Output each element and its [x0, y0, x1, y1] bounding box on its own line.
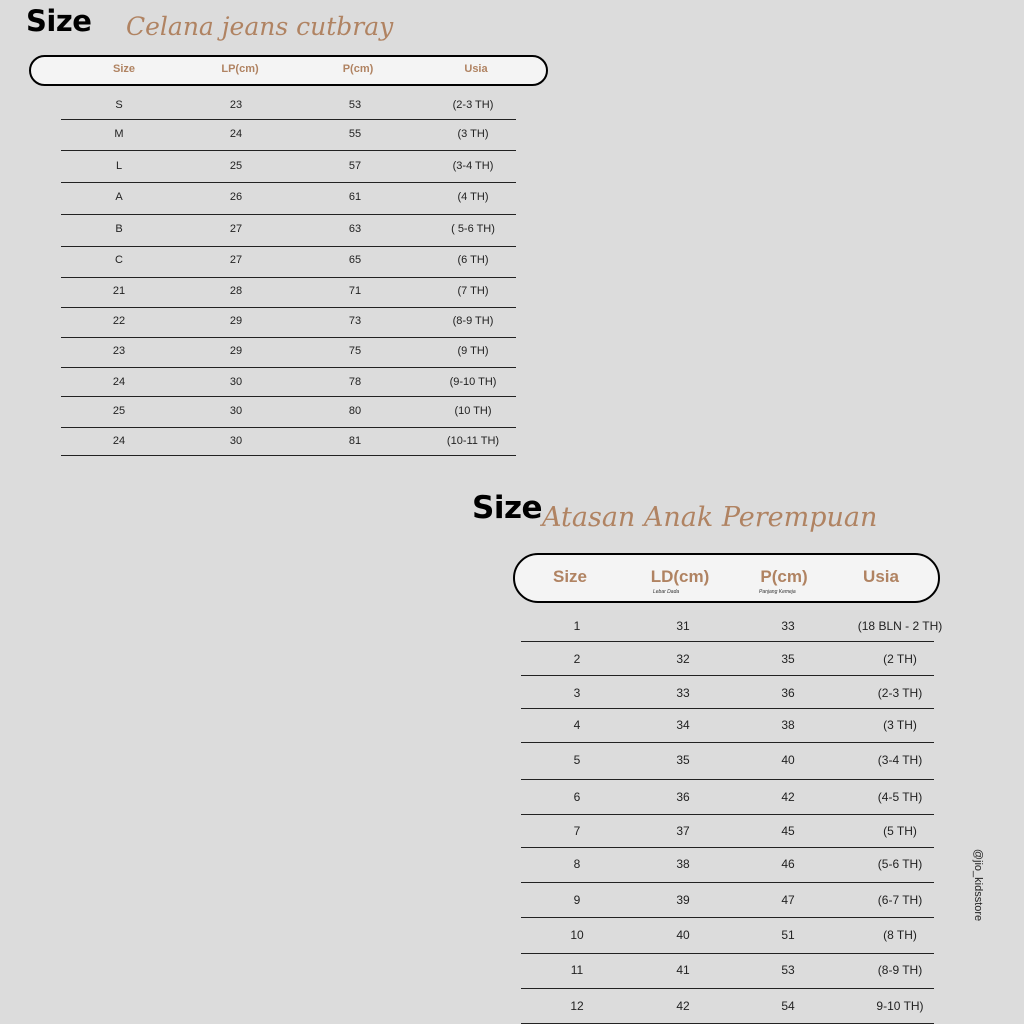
table1-cell-p: 78 — [348, 376, 362, 388]
table2-cell-usia: (6-7 TH) — [877, 893, 923, 907]
table2-cell-p: 51 — [781, 928, 795, 942]
table1-row-divider — [61, 427, 516, 428]
table1-cell-lp: 30 — [229, 435, 243, 447]
table2-cell-p: 36 — [781, 686, 795, 700]
table1-cell-lp: 29 — [229, 315, 243, 327]
table1-header-size: Size — [112, 63, 136, 75]
table1-cell-size: S — [115, 99, 123, 111]
table1-cell-lp: 30 — [229, 376, 243, 388]
table2-header-lp: LD(cm) — [650, 567, 710, 586]
table2-cell-lp: 34 — [676, 718, 690, 732]
table1-cell-usia: ( 5-6 TH) — [451, 223, 495, 235]
table1-cell-p: 61 — [348, 191, 362, 203]
table2-header-usia: Usia — [863, 567, 899, 586]
table2-cell-usia: 9-10 TH) — [876, 999, 924, 1013]
table2-cell-size: 12 — [570, 999, 584, 1013]
table1-header-usia: Usia — [464, 63, 488, 75]
table1-cell-size: A — [115, 191, 123, 203]
table1-row-divider — [61, 455, 516, 456]
table2-cell-p: 40 — [781, 753, 795, 767]
table2-cell-lp: 38 — [676, 857, 690, 871]
table1-header-lp: LP(cm) — [221, 63, 259, 75]
table1-row-divider — [61, 150, 516, 151]
table2-header — [513, 553, 940, 603]
table1-cell-size: M — [114, 128, 124, 140]
table1-cell-size: 21 — [112, 285, 126, 297]
table2-row-divider — [521, 814, 934, 815]
table1-row-divider — [61, 182, 516, 183]
table2-row-divider — [521, 847, 934, 848]
table2-row-divider — [521, 953, 934, 954]
table1-size-heading: Size — [26, 4, 92, 38]
table2-cell-lp: 41 — [676, 963, 690, 977]
table1-row-divider — [61, 246, 516, 247]
table1-cell-p: 53 — [348, 99, 362, 111]
table1-cell-p: 55 — [348, 128, 362, 140]
table2-cell-usia: (5-6 TH) — [877, 857, 923, 871]
table1-row-divider — [61, 337, 516, 338]
table1-cell-usia: (8-9 TH) — [452, 315, 494, 327]
table2-cell-usia: (2-3 TH) — [877, 686, 923, 700]
table1-cell-p: 71 — [348, 285, 362, 297]
table2-row-divider — [521, 779, 934, 780]
table1-cell-size: 24 — [112, 376, 126, 388]
table1-cell-p: 75 — [348, 345, 362, 357]
table2-row-divider — [521, 742, 934, 743]
table2-cell-size: 9 — [573, 893, 581, 907]
table2-cell-p: 46 — [781, 857, 795, 871]
table1-cell-lp: 23 — [229, 99, 243, 111]
table2-header-note-p: Panjang Kemeja — [759, 589, 796, 595]
watermark-handle: @jio_kidsstore — [972, 848, 984, 922]
table1-cell-lp: 25 — [229, 160, 243, 172]
table1-cell-p: 57 — [348, 160, 362, 172]
table1-row-divider — [61, 307, 516, 308]
table2-cell-usia: (18 BLN - 2 TH) — [857, 619, 943, 633]
table2-cell-lp: 33 — [676, 686, 690, 700]
table2-cell-size: 3 — [573, 686, 581, 700]
table2-cell-lp: 36 — [676, 790, 690, 804]
table1-cell-lp: 26 — [229, 191, 243, 203]
table1-cell-lp: 30 — [229, 405, 243, 417]
table2-cell-p: 33 — [781, 619, 795, 633]
table1-cell-size: 22 — [112, 315, 126, 327]
table2-cell-p: 42 — [781, 790, 795, 804]
table1-cell-usia: (7 TH) — [457, 285, 489, 297]
table1-row-divider — [61, 396, 516, 397]
table1-cell-p: 81 — [348, 435, 362, 447]
table2-cell-p: 35 — [781, 652, 795, 666]
table1-cell-lp: 27 — [229, 223, 243, 235]
table2-row-divider — [521, 675, 934, 676]
table2-cell-size: 4 — [573, 718, 581, 732]
table2-row-divider — [521, 708, 934, 709]
table1-cell-p: 73 — [348, 315, 362, 327]
table1-cell-lp: 28 — [229, 285, 243, 297]
table1-cell-p: 80 — [348, 405, 362, 417]
table2-cell-lp: 31 — [676, 619, 690, 633]
table2-cell-usia: (3 TH) — [883, 718, 917, 732]
table2-cell-lp: 35 — [676, 753, 690, 767]
table1-row-divider — [61, 214, 516, 215]
table1-cell-lp: 27 — [229, 254, 243, 266]
table1-cell-usia: (3 TH) — [457, 128, 489, 140]
table2-cell-usia: (2 TH) — [883, 652, 917, 666]
table2-cell-usia: (8 TH) — [883, 928, 917, 942]
table2-cell-lp: 37 — [676, 824, 690, 838]
table2-cell-lp: 32 — [676, 652, 690, 666]
table2-cell-size: 1 — [573, 619, 581, 633]
table2-cell-size: 7 — [573, 824, 581, 838]
table2-row-divider — [521, 988, 934, 989]
table1-cell-usia: (2-3 TH) — [452, 99, 494, 111]
table2-cell-size: 2 — [573, 652, 581, 666]
table2-cell-size: 6 — [573, 790, 581, 804]
table1-cell-usia: (9 TH) — [457, 345, 489, 357]
table1-cell-usia: (9-10 TH) — [449, 376, 497, 388]
table2-header-note-lp: Lebar Dada — [653, 589, 680, 595]
table2-row-divider — [521, 882, 934, 883]
table2-title: Atasan Anak Perempuan — [542, 502, 878, 533]
table2-size-heading: Size — [472, 490, 543, 526]
table2-cell-p: 53 — [781, 963, 795, 977]
table1-cell-usia: (4 TH) — [457, 191, 489, 203]
table1-cell-lp: 24 — [229, 128, 243, 140]
table2-cell-size: 8 — [573, 857, 581, 871]
table2-cell-usia: (3-4 TH) — [877, 753, 923, 767]
table2-cell-usia: (5 TH) — [883, 824, 917, 838]
table2-cell-p: 38 — [781, 718, 795, 732]
table1-row-divider — [61, 367, 516, 368]
table1-header — [29, 55, 548, 86]
table1-cell-size: 25 — [112, 405, 126, 417]
table2-cell-lp: 42 — [676, 999, 690, 1013]
table1-cell-usia: (10 TH) — [454, 405, 492, 417]
table1-cell-p: 63 — [348, 223, 362, 235]
table1-cell-lp: 29 — [229, 345, 243, 357]
table1-row-divider — [61, 277, 516, 278]
table1-cell-size: B — [115, 223, 123, 235]
table2-cell-p: 45 — [781, 824, 795, 838]
table2-cell-p: 54 — [781, 999, 795, 1013]
table1-cell-usia: (6 TH) — [457, 254, 489, 266]
table2-header-size: Size — [552, 567, 588, 586]
table1-header-p: P(cm) — [342, 63, 374, 75]
table1-cell-usia: (10-11 TH) — [446, 435, 500, 447]
table1-cell-size: C — [115, 254, 123, 266]
table1-cell-p: 65 — [348, 254, 362, 266]
table2-cell-size: 11 — [570, 963, 584, 977]
table2-cell-usia: (8-9 TH) — [877, 963, 923, 977]
table1-cell-size: 23 — [112, 345, 126, 357]
table1-title: Celana jeans cutbray — [126, 12, 394, 41]
table2-header-p: P(cm) — [760, 567, 808, 586]
table2-cell-lp: 40 — [676, 928, 690, 942]
table2-cell-p: 47 — [781, 893, 795, 907]
table2-cell-usia: (4-5 TH) — [877, 790, 923, 804]
table1-row-divider — [61, 119, 516, 120]
table2-row-divider — [521, 917, 934, 918]
table2-cell-size: 10 — [570, 928, 584, 942]
table1-cell-size: L — [115, 160, 123, 172]
table1-cell-size: 24 — [112, 435, 126, 447]
table1-cell-usia: (3-4 TH) — [452, 160, 494, 172]
table2-cell-lp: 39 — [676, 893, 690, 907]
table2-cell-size: 5 — [573, 753, 581, 767]
table2-row-divider — [521, 641, 934, 642]
